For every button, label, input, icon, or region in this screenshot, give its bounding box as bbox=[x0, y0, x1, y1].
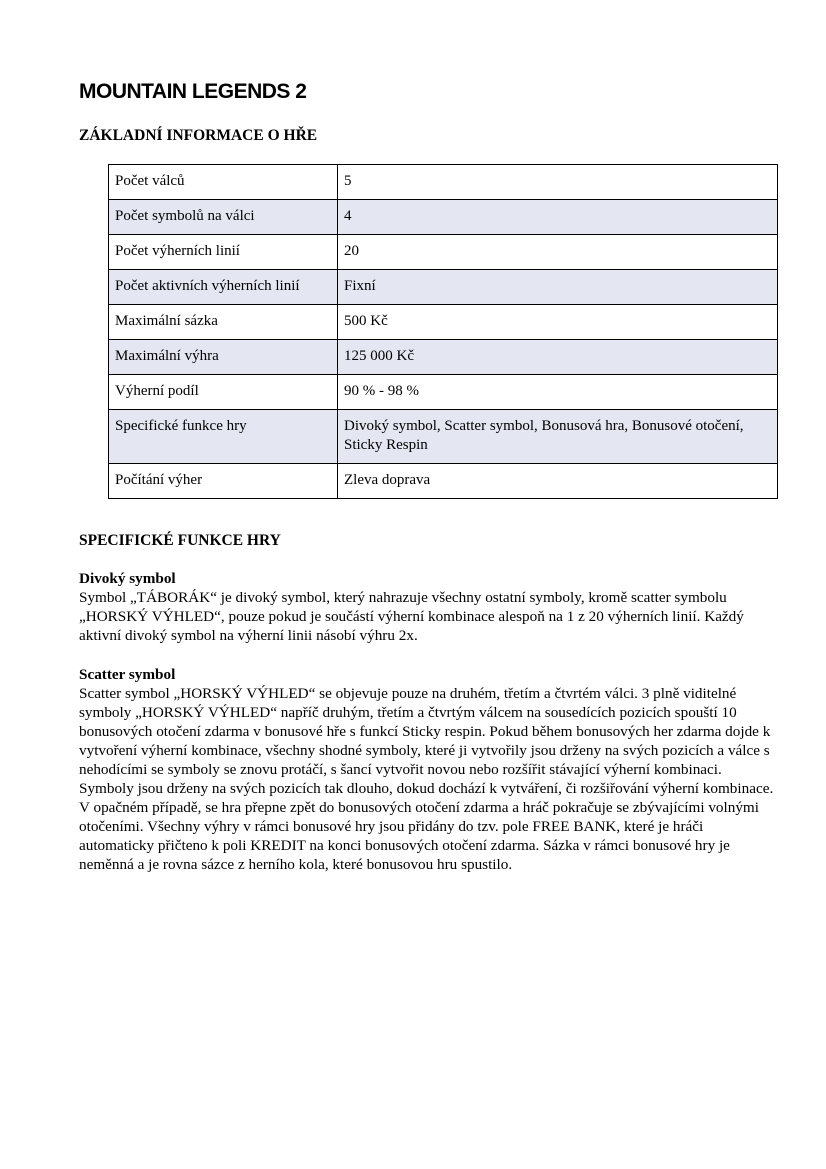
row-value: 4 bbox=[338, 200, 778, 235]
row-value: 20 bbox=[338, 235, 778, 270]
row-key: Počítání výher bbox=[109, 464, 338, 499]
table-row bbox=[109, 375, 778, 410]
section-title: Scatter symbol bbox=[79, 666, 176, 683]
row-key: Počet symbolů na válci bbox=[109, 200, 338, 235]
row-value: 500 Kč bbox=[338, 305, 778, 340]
table-row bbox=[109, 305, 778, 340]
row-value: 5 bbox=[338, 165, 778, 200]
page-title: MOUNTAIN LEGENDS 2 bbox=[79, 80, 307, 103]
row-value: 125 000 Kč bbox=[338, 340, 778, 375]
row-key: Počet výherních linií bbox=[109, 235, 338, 270]
table-row bbox=[109, 340, 778, 375]
table-row bbox=[109, 235, 778, 270]
section-text: Symbol „TÁBORÁK“ je divoký symbol, který nahrazuje všechny ostatní symboly, kromě scatter symbolu „HORSKÝ VÝHLED“, pouze pokud je součástí výherní kombinace alespoň na 1 z 20 výherních linií. Každý aktivní divoký symbol na výherní linii násobí výhru 2x. bbox=[79, 589, 744, 644]
table-row bbox=[109, 165, 778, 200]
table-row bbox=[109, 200, 778, 235]
features-heading: SPECIFICKÉ FUNKCE HRY bbox=[79, 532, 281, 549]
table-row bbox=[109, 464, 778, 499]
table-row bbox=[109, 270, 778, 305]
row-key: Maximální výhra bbox=[109, 340, 338, 375]
row-key: Počet aktivních výherních linií bbox=[109, 270, 338, 305]
section-title: Divoký symbol bbox=[79, 570, 176, 587]
row-value: Zleva doprava bbox=[338, 464, 778, 499]
row-key: Specifické funkce hry bbox=[109, 410, 338, 464]
scatter-symbol-section bbox=[79, 665, 779, 874]
section-text: Scatter symbol „HORSKÝ VÝHLED“ se objevuje pouze na druhém, třetím a čtvrtém válci. 3 plně viditelné symboly „HORSKÝ VÝHLED“ napříč druhým, třetím a čtvrtým válcem na sousedících pozicích spouští 10 bonusových otočení zdarma v bonusové hře s funkcí Sticky respin. Pokud během bonusových her zdarma dojde k vytvoření výherní kombinace, všechny shodné symboly, které ji vytvořily jsou drženy na svých pozicích a válce s nehodícími se symboly se znovu protáčí, s šancí vytvořit novou nebo rozšířit stávající výherní kombinaci. Symboly jsou drženy na svých pozicích tak dlouho, dokud dochází k vytváření, či rozšiřování výherní kombinace. V opačném případě, se hra přepne zpět do bonusových otočení zdarma a hráč pokračuje se zbývajícími volnými otočeními. Všechny výhry v rámci bonusové hry jsou přidány do tzv. pole FREE BANK, které je hráči automaticky přičteno k poli KREDIT na konci bonusových otočení zdarma. Sázka v rámci bonusové hry je neměnná a je rovna sázce z herního kola, které bonusovou hru spustilo. bbox=[79, 685, 774, 873]
row-key: Maximální sázka bbox=[109, 305, 338, 340]
table-row bbox=[109, 410, 778, 464]
row-value: 90 % - 98 % bbox=[338, 375, 778, 410]
row-value: Fixní bbox=[338, 270, 778, 305]
row-key: Výherní podíl bbox=[109, 375, 338, 410]
row-value: Divoký symbol, Scatter symbol, Bonusová hra, Bonusové otočení, Sticky Respin bbox=[338, 410, 778, 464]
basic-info-heading: ZÁKLADNÍ INFORMACE O HŘE bbox=[79, 127, 318, 144]
wild-symbol-section bbox=[79, 569, 779, 645]
game-info-table bbox=[108, 164, 778, 499]
row-key: Počet válců bbox=[109, 165, 338, 200]
